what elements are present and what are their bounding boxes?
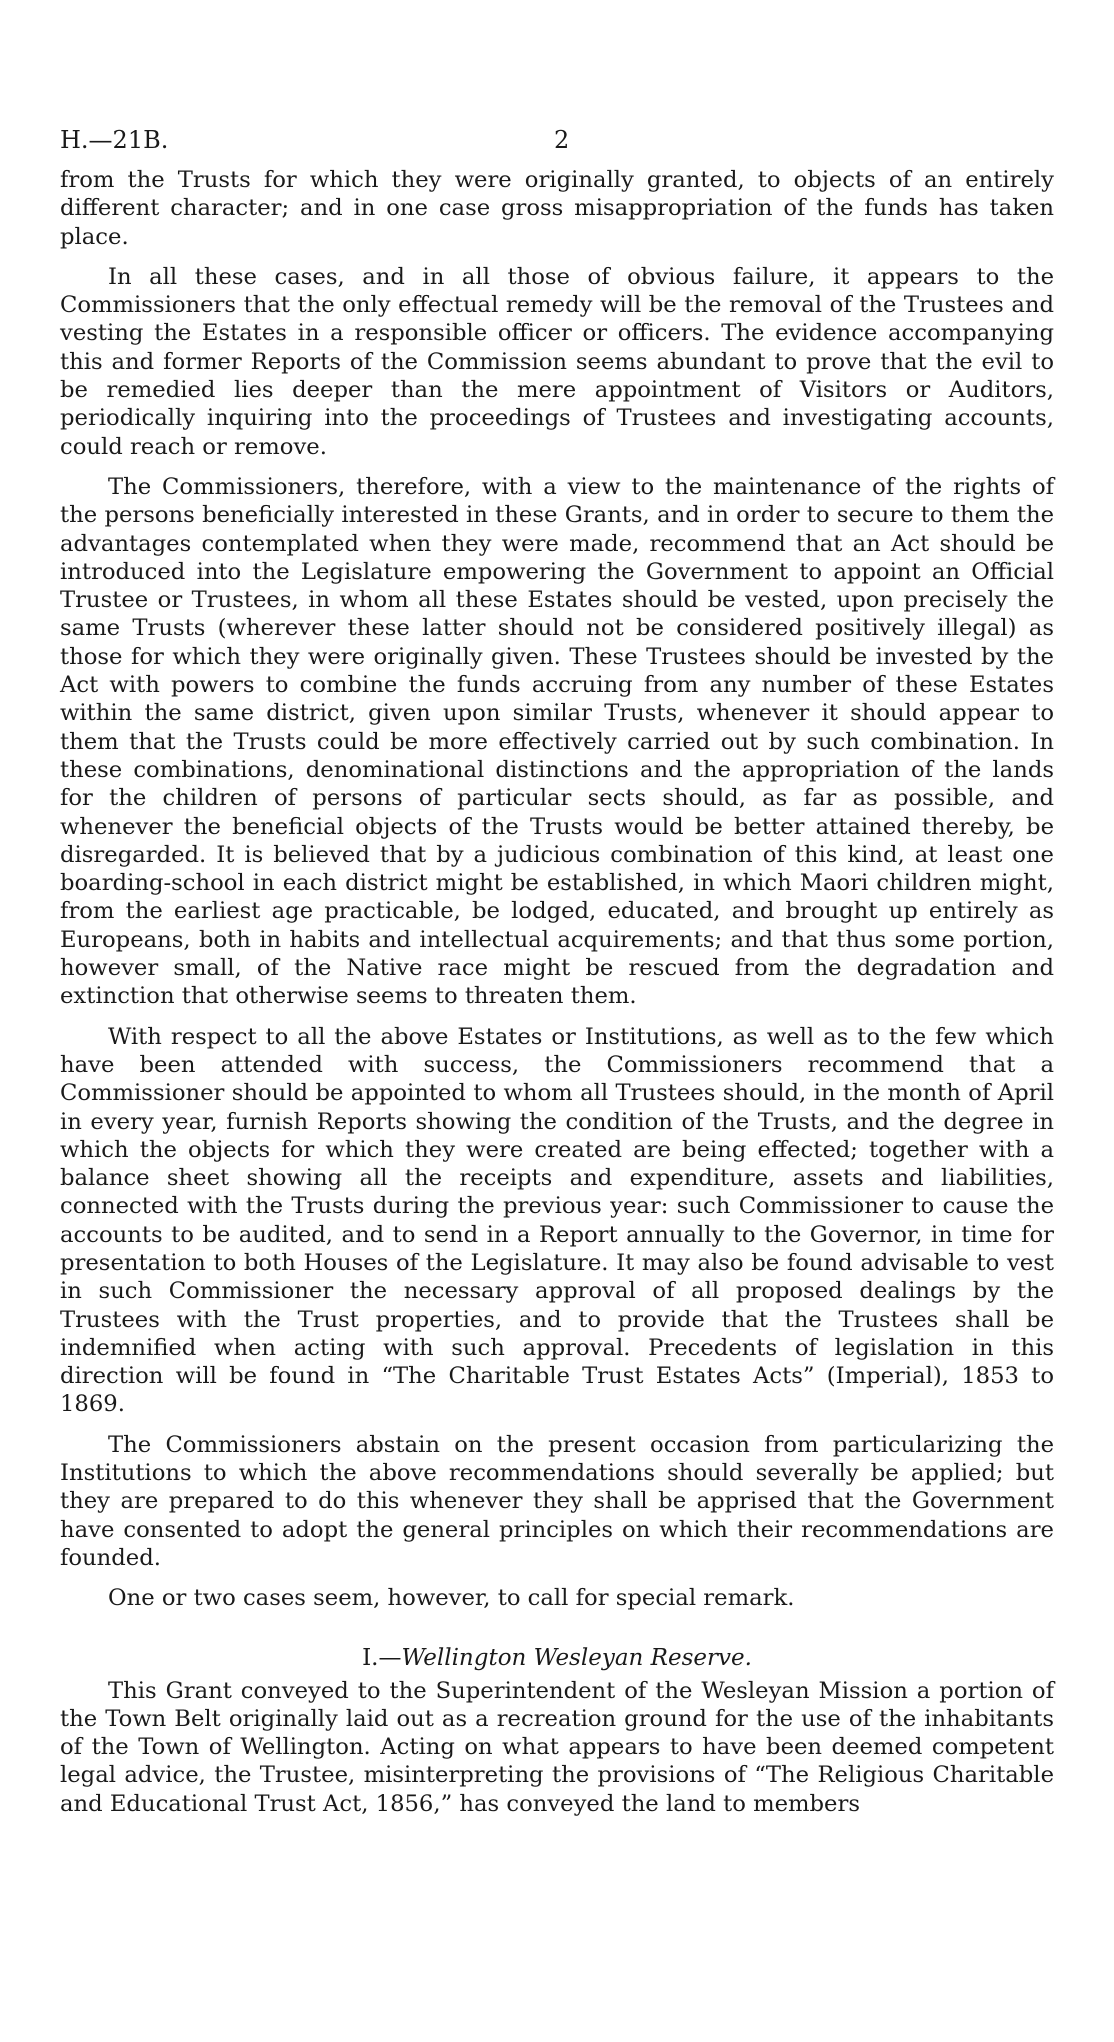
paragraph-continuation: from the Trusts for which they were originally granted, to objects of an entirely different character; and in one case gross misappropriation of the funds has taken place. bbox=[60, 167, 1054, 250]
paragraph-official-trustee: The Commissioners, therefore, with a view to the maintenance of the rights of the persons beneficially interested in these Grants, and in order to secure to them the advantages contemplated when they were made, recommend that an Act should be introduced into the Legislature empowering the Government to appoint an Official Trustee or Trustees, in whom all these Estates should be vested, upon precisely the same Trusts (wherever these latter should not be considered positively illegal) as those for which they were originally given. These Trustees should be invested by the Act with powers to combine the funds accruing from any number of these Estates within the same district, given upon similar Trusts, whenever it should appear to them that the Trusts could be more effectively carried out by such combination. In these combinations, denominational distinctions and the appropriation of the lands for the children of persons of particular sects should, as far as possible, and whenever the beneficial objects of the Trusts would be better attained thereby, be disregarded. It is believed that by a judicious combination of this kind, at least one boarding-school in each district might be established, in which Maori children might, from the earliest age practicable, be lodged, educated, and brought up entirely as Europeans, both in habits and intellectual acquirements; and that thus some portion, however small, of the Native race might be rescued from the degradation and extinction that otherwise seems to threaten them. bbox=[60, 473, 1054, 1010]
document-reference: H.—21B. bbox=[60, 126, 169, 154]
document-page bbox=[60, 126, 1054, 1830]
paragraph-special-remark: One or two cases seem, however, to call for special remark. bbox=[108, 1585, 795, 1612]
section-heading bbox=[60, 1643, 1054, 1673]
page-number: 2 bbox=[554, 126, 570, 154]
page-header bbox=[60, 126, 1054, 166]
paragraph-wellington-reserve: This Grant conveyed to the Superintendent of the Wesleyan Mission a portion of the Town Belt originally laid out as a recreation ground for the use of the inhabitants of the Town of Wellington. Acting on what appears to have been deemed competent legal advice, the Trustee, misinterpreting the provisions of “The Religious Charitable and Educational Trust Act, 1856,” has conveyed the land to members bbox=[60, 1677, 1054, 1817]
paragraph-remedy: In all these cases, and in all those of obvious failure, it appears to the Commissioners that the only effectual remedy will be the removal of the Trustees and vesting the Estates in a responsible officer or officers. The evidence accompanying this and former Reports of the Commission seems abundant to prove that the evil to be remedied lies deeper than the mere appointment of Visitors or Auditors, periodically inquiring into the proceedings of Trustees and investigating accounts, could reach or remove. bbox=[60, 263, 1054, 460]
paragraph-commissioner: With respect to all the above Estates or Institutions, as well as to the few which have been attended with success, the Commissioners recommend that a Commissioner should be appointed to whom all Trustees should, in the month of April in every year, furnish Reports showing the condition of the Trusts, and the degree in which the objects for which they were created are being effected; together with a balance sheet showing all the receipts and expenditure, assets and liabilities, connected with the Trusts during the previous year: such Commissioner to cause the accounts to be audited, and to send in a Report annually to the Governor, in time for presentation to both Houses of the Legislature. It may also be found advisable to vest in such Commissioner the necessary approval of all proposed dealings by the Trustees with the Trust properties, and to provide that the Trustees shall be indemnified when acting with such approval. Precedents of legislation in this direction will be found in “The Charitable Trust Estates Acts” (Imperial), 1853 to 1869. bbox=[60, 1023, 1054, 1418]
section-title: Wellington Wesleyan Reserve. bbox=[401, 1644, 752, 1671]
paragraph-abstain: The Commissioners abstain on the present occasion from particularizing the Institutions to which the above recommendations should severally be applied; but they are prepared to do this whenever they shall be apprised that the Government have consented to adopt the general principles on which their recommendations are founded. bbox=[60, 1431, 1054, 1571]
section-number: I.— bbox=[362, 1644, 402, 1671]
